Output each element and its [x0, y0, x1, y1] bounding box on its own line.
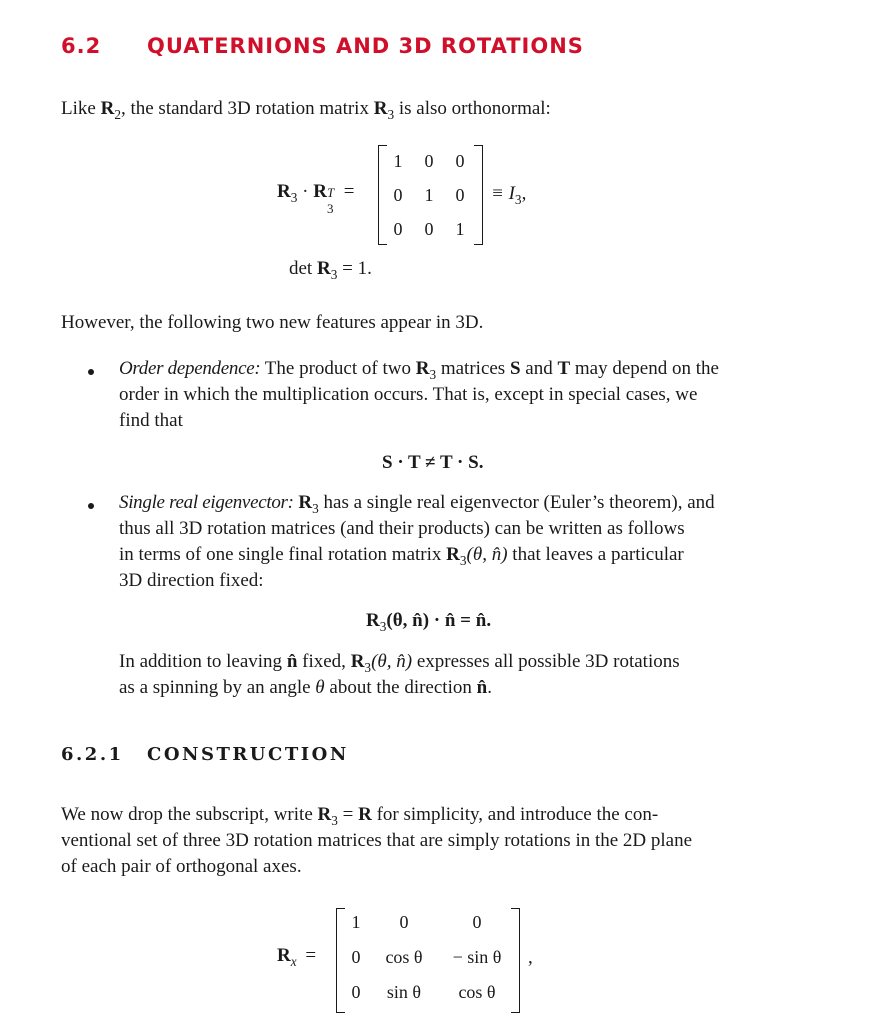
rx-cell: cos θ — [458, 982, 496, 1002]
section-title: QUATERNIONS AND 3D ROTATIONS — [147, 34, 584, 58]
eq1-lhs: $R_3 \cdot R$ T 3 = — [277, 181, 355, 216]
eq1-cell: 0 — [424, 151, 434, 171]
section-number: 6.2 — [61, 34, 102, 58]
eigenvector-equation: $R_3(\theta$, n̂) · n̂ = n̂. — [366, 610, 492, 634]
eq1-cell: 0 — [393, 219, 403, 239]
rx-cell: 0 — [351, 982, 361, 1002]
eq1-cell: 0 — [455, 151, 465, 171]
rx-cell: sin θ — [386, 982, 422, 1002]
however-paragraph: However, the following two new features appear in 3D. — [61, 312, 484, 333]
intro-paragraph: Like $R_2$, the standard 3D rotation matrix $R_3$ is also orthonormal: — [61, 98, 551, 122]
subsection-title: CONSTRUCTION — [147, 744, 349, 765]
bullet-order-dependence: Order dependence: The product of two $R_3$ matrices S and T may depend on the order in which the multiplication occurs. That is, except in special cases, we find that — [119, 358, 719, 431]
subsection-number: 6.2.1 — [61, 744, 124, 765]
eq1-rhs: ≡ $I_3$, — [491, 183, 527, 207]
rx-cell: 0 — [351, 947, 361, 967]
spinning-paragraph: In addition to leaving n̂ fixed, $R_3(\theta$, n̂) expresses all possible 3D rotations as a spinning by an angle θ about the direction n̂. — [119, 651, 680, 698]
rx-lhs: $R_x$ = — [277, 945, 317, 969]
eq1-cell: 0 — [424, 219, 434, 239]
bullet-dot — [88, 369, 94, 375]
bullet-single-eigenvector: Single real eigenvector: $R_3$ has a single real eigenvector (Euler’s theorem), and thus all 3D rotation matrices (and their products) can be written as follows in terms of one single final rotation matrix $R_3(\theta$, n̂) that leaves a particular 3D direction fixed: — [119, 492, 715, 591]
construction-paragraph: We now drop the subscript, write $R_3 = R$ for simplicity, and introduce the con- ventional set of three 3D rotation matrices that are simply rotations in the 2D plane of each pair of orthogonal axes. — [61, 804, 693, 877]
eq1-cell: 0 — [393, 185, 403, 205]
noncommutative-equation: S · T ≠ T · S. — [382, 452, 484, 473]
bullet-dot — [88, 503, 94, 509]
rx-comma: , — [528, 947, 533, 968]
eq1-cell: 1 — [393, 151, 403, 171]
eq1-cell: 1 — [455, 219, 465, 239]
rx-cell: 1 — [351, 912, 361, 932]
eq1-cell: 0 — [455, 185, 465, 205]
eq1-cell: 1 — [424, 185, 434, 205]
bullet-lead: Order dependence: — [119, 358, 261, 379]
rx-cell: 0 — [399, 912, 409, 932]
bullet-lead: Single real eigenvector: — [119, 492, 294, 513]
rx-cell: − sin θ — [452, 947, 502, 967]
rx-cell: 0 — [472, 912, 482, 932]
determinant-equation: $\det R_3 = 1$. — [289, 258, 372, 282]
rx-cell: cos θ — [385, 947, 423, 967]
